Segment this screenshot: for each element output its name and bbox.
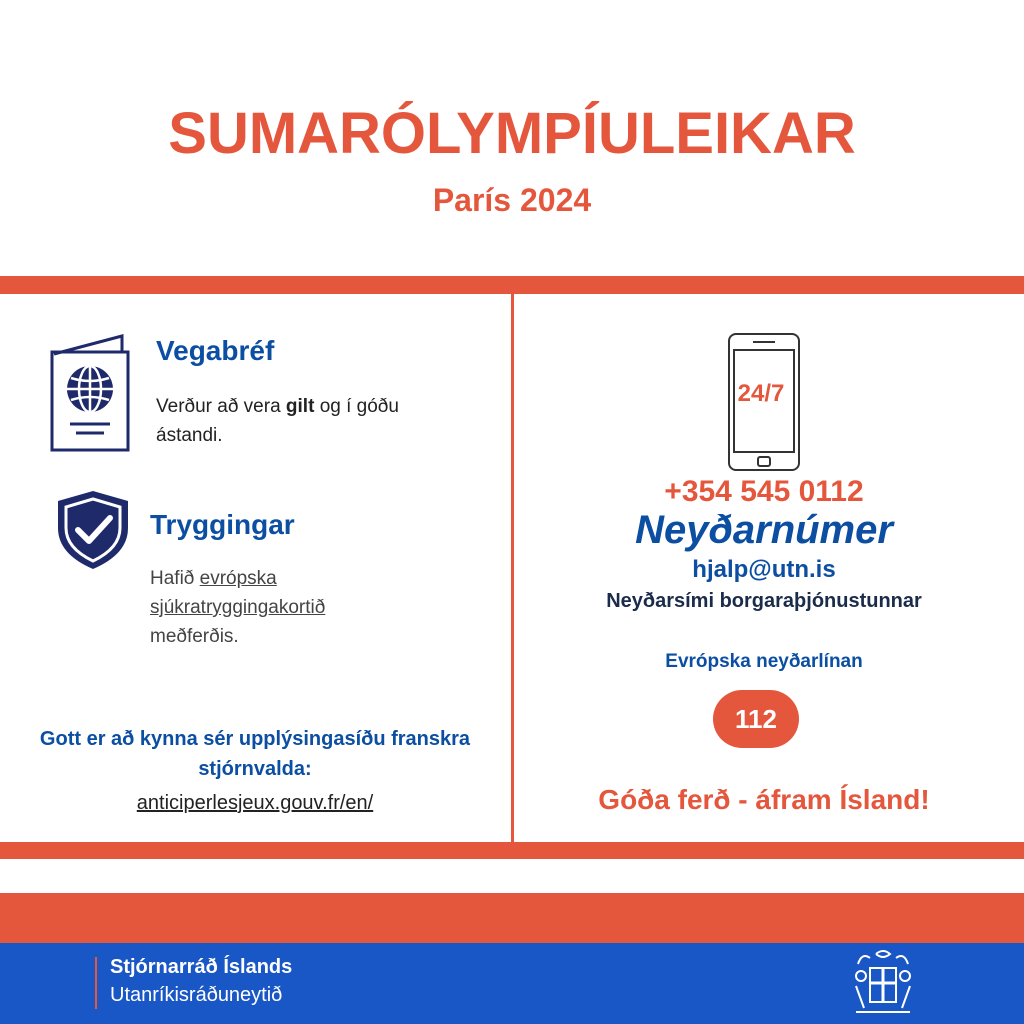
eu-emergency-label: Evrópska neyðarlínan bbox=[665, 651, 863, 672]
footer-ministry-subtitle: Utanríkisráðuneytið bbox=[110, 984, 283, 1006]
emergency-phone-number[interactable]: +354 545 0112 bbox=[664, 475, 864, 508]
info-link[interactable]: anticiperlesjeux.gouv.fr/en/ bbox=[136, 792, 374, 814]
top-accent-bar bbox=[0, 276, 1024, 294]
shield-check-icon bbox=[54, 488, 132, 572]
eu-emergency-number-badge: 112 bbox=[713, 690, 799, 748]
emergency-heading: Neyðarnúmer bbox=[635, 508, 893, 552]
service-name: Neyðarsími borgaraþjónustunnar bbox=[606, 590, 922, 612]
phone-24-7-label: 24/7 bbox=[737, 380, 785, 407]
coat-of-arms-icon bbox=[852, 946, 914, 1018]
info-text: Gott er að kynna sér upplýsingasíðu franskra stjórnvalda: bbox=[39, 728, 471, 780]
insurance-heading: Tryggingar bbox=[150, 509, 295, 540]
ehic-link[interactable]: evrópska bbox=[199, 568, 277, 589]
lower-accent-band bbox=[0, 893, 1024, 945]
middle-accent-bar bbox=[0, 842, 1024, 859]
ehic-link-cont[interactable]: sjúkratryggingakortið bbox=[150, 597, 326, 618]
footer-accent-line bbox=[95, 957, 97, 1009]
insurance-text: Hafið evrópska sjúkratryggingakortið meðferðis. bbox=[150, 568, 326, 647]
footer-ministry-title: Stjórnarráð Íslands bbox=[110, 956, 293, 978]
page-subtitle: París 2024 bbox=[432, 182, 592, 218]
passport-text: Verður að vera gilt og í góðu ástandi. bbox=[156, 396, 399, 446]
page-title: SUMARÓLYMPÍULEIKAR bbox=[168, 101, 856, 166]
farewell-text: Góða ferð - áfram Ísland! bbox=[598, 784, 930, 815]
passport-heading: Vegabréf bbox=[156, 335, 275, 366]
emergency-email[interactable]: hjalp@utn.is bbox=[692, 556, 836, 583]
passport-icon bbox=[48, 332, 134, 456]
